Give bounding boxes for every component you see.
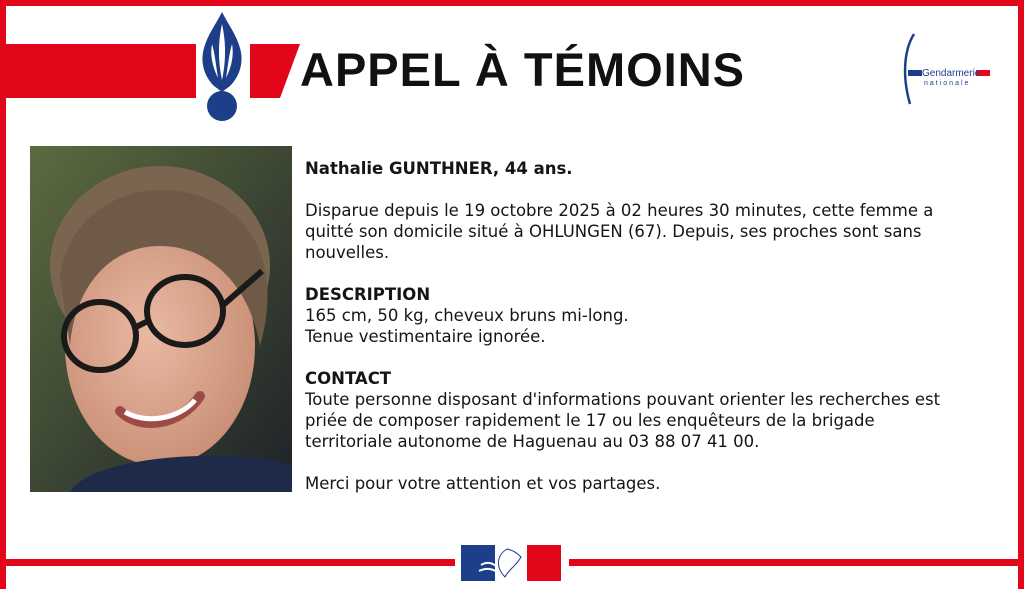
- footer-red-line-left: [0, 559, 455, 566]
- closing-text: Merci pour votre attention et vos partages.: [305, 474, 661, 493]
- description-line: 165 cm, 50 kg, cheveux bruns mi-long.: [305, 306, 629, 325]
- gendarmerie-grenade-icon: [190, 10, 254, 122]
- page-title: APPEL À TÉMOINS: [300, 43, 746, 96]
- logo-subtitle: nationale: [924, 80, 971, 87]
- marianne-logo-icon: [461, 545, 561, 581]
- missing-person-photo: [30, 146, 292, 492]
- contact-title: CONTACT: [305, 369, 392, 388]
- description-title: DESCRIPTION: [305, 285, 431, 304]
- notice-text: [305, 158, 965, 494]
- header-red-band: [0, 44, 196, 98]
- footer-red-line-right: [569, 559, 1024, 566]
- logo-name: Gendarmerie: [922, 68, 981, 79]
- contact-text: Toute personne disposant d'informations pouvant orienter les recherches est priée de composer rapidement le 17 ou les enquêteurs de la brigade territoriale autonome de Haguenau au 03 88 07 41 00.: [305, 390, 941, 451]
- circumstances-text: Disparue depuis le 19 octobre 2025 à 02 heures 30 minutes, cette femme a quitté son domicile situé à OHLUNGEN (67). Depuis, ses proches sont sans nouvelles.: [305, 201, 934, 262]
- description-line: Tenue vestimentaire ignorée.: [305, 327, 546, 346]
- person-name: Nathalie GUNTHNER, 44 ans.: [305, 159, 573, 178]
